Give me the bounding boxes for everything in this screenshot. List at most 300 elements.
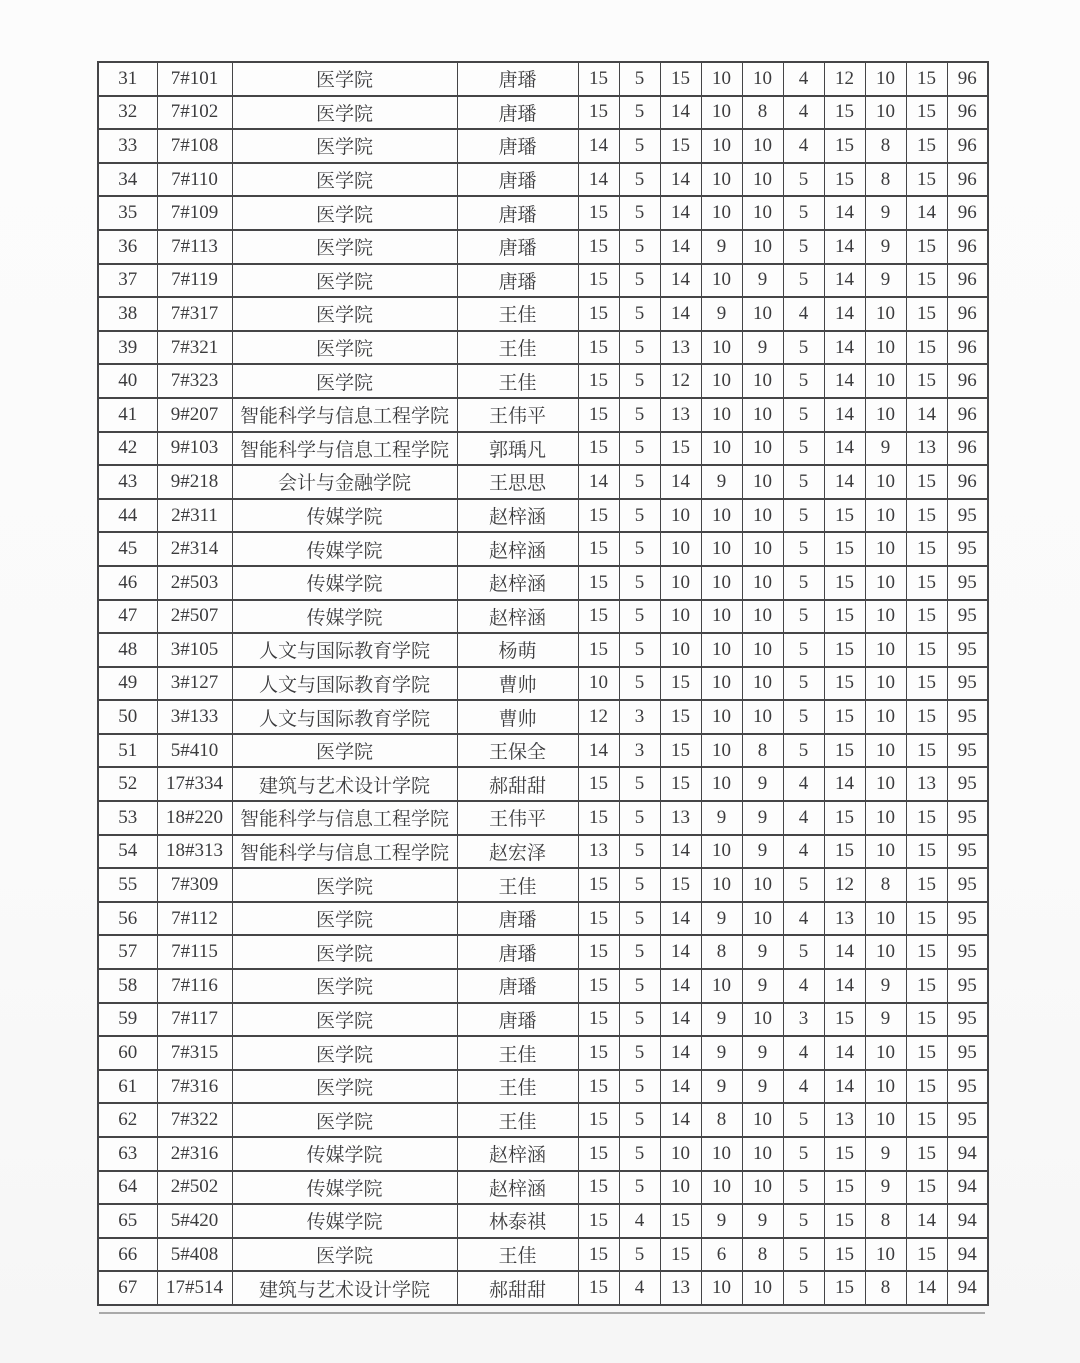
room-number-cell: 17#334 [157, 767, 232, 801]
score-cell: 10 [701, 566, 742, 600]
room-number-cell: 7#117 [157, 1003, 232, 1037]
college-cell: 医学院 [232, 331, 457, 365]
table-row [98, 902, 988, 936]
room-number-cell: 7#316 [157, 1070, 232, 1104]
score-cell: 15 [906, 331, 947, 365]
score-cell: 5 [619, 62, 660, 96]
score-cell: 10 [742, 432, 783, 466]
inspector-name-cell: 曹帅 [457, 700, 578, 734]
score-cell: 15 [824, 532, 865, 566]
score-cell: 5 [619, 96, 660, 130]
score-cell: 10 [742, 196, 783, 230]
table-row [98, 633, 988, 667]
score-cell: 10 [865, 398, 906, 432]
score-cell: 5 [619, 465, 660, 499]
score-cell: 15 [906, 566, 947, 600]
score-cell: 5 [619, 1003, 660, 1037]
college-cell: 智能科学与信息工程学院 [232, 835, 457, 869]
total-score-cell: 95 [947, 1036, 988, 1070]
score-cell: 5 [619, 364, 660, 398]
score-cell: 10 [701, 163, 742, 197]
inspector-name-cell: 杨萌 [457, 633, 578, 667]
score-cell: 15 [660, 1204, 701, 1238]
score-cell: 4 [783, 835, 824, 869]
score-cell: 10 [742, 566, 783, 600]
total-score-cell: 95 [947, 667, 988, 701]
room-number-cell: 7#315 [157, 1036, 232, 1070]
college-cell: 医学院 [232, 364, 457, 398]
inspector-name-cell: 王思思 [457, 465, 578, 499]
score-cell: 15 [906, 364, 947, 398]
score-cell: 10 [865, 96, 906, 130]
score-cell: 10 [701, 835, 742, 869]
score-cell: 15 [906, 801, 947, 835]
score-cell: 10 [865, 331, 906, 365]
score-cell: 10 [742, 902, 783, 936]
score-cell: 14 [660, 835, 701, 869]
room-number-cell: 2#311 [157, 499, 232, 533]
score-cell: 10 [701, 1137, 742, 1171]
table-row [98, 868, 988, 902]
score-cell: 5 [783, 1238, 824, 1272]
score-cell: 5 [619, 163, 660, 197]
row-number-cell: 43 [98, 465, 157, 499]
score-cell: 9 [865, 432, 906, 466]
table-row [98, 398, 988, 432]
score-cell: 13 [906, 767, 947, 801]
college-cell: 传媒学院 [232, 532, 457, 566]
score-cell: 5 [619, 1171, 660, 1205]
score-cell: 5 [783, 734, 824, 768]
total-score-cell: 95 [947, 1103, 988, 1137]
score-cell: 10 [865, 62, 906, 96]
score-cell: 10 [742, 1003, 783, 1037]
room-number-cell: 7#112 [157, 902, 232, 936]
total-score-cell: 96 [947, 432, 988, 466]
score-cell: 15 [660, 734, 701, 768]
total-score-cell: 95 [947, 868, 988, 902]
score-cell: 10 [865, 835, 906, 869]
score-cell: 10 [701, 398, 742, 432]
table-row [98, 835, 988, 869]
inspector-name-cell: 唐璠 [457, 1003, 578, 1037]
score-cell: 9 [865, 969, 906, 1003]
score-cell: 5 [783, 196, 824, 230]
score-cell: 4 [619, 1204, 660, 1238]
table-row [98, 1271, 988, 1305]
score-cell: 10 [701, 667, 742, 701]
score-cell: 10 [865, 1103, 906, 1137]
score-cell: 15 [578, 633, 619, 667]
row-number-cell: 31 [98, 62, 157, 96]
college-cell: 建筑与艺术设计学院 [232, 767, 457, 801]
score-cell: 10 [742, 868, 783, 902]
score-cell: 10 [865, 1070, 906, 1104]
college-cell: 医学院 [232, 1003, 457, 1037]
score-cell: 15 [906, 734, 947, 768]
score-cell: 10 [742, 398, 783, 432]
score-cell: 13 [824, 1103, 865, 1137]
score-cell: 10 [742, 667, 783, 701]
score-cell: 13 [660, 801, 701, 835]
score-cell: 14 [824, 264, 865, 298]
college-cell: 传媒学院 [232, 600, 457, 634]
score-cell: 15 [660, 667, 701, 701]
score-cell: 5 [783, 499, 824, 533]
score-cell: 5 [783, 398, 824, 432]
inspector-name-cell: 王佳 [457, 331, 578, 365]
score-cell: 5 [619, 1103, 660, 1137]
score-cell: 9 [742, 767, 783, 801]
row-number-cell: 34 [98, 163, 157, 197]
score-cell: 9 [701, 1070, 742, 1104]
score-cell: 9 [742, 969, 783, 1003]
college-cell: 医学院 [232, 264, 457, 298]
score-cell: 3 [619, 734, 660, 768]
score-cell: 15 [824, 700, 865, 734]
table-row [98, 264, 988, 298]
score-cell: 10 [865, 700, 906, 734]
score-cell: 15 [824, 734, 865, 768]
score-cell: 15 [578, 969, 619, 1003]
row-number-cell: 61 [98, 1070, 157, 1104]
room-number-cell: 2#502 [157, 1171, 232, 1205]
inspector-name-cell: 王佳 [457, 1238, 578, 1272]
total-score-cell: 94 [947, 1171, 988, 1205]
score-cell: 10 [701, 1171, 742, 1205]
score-cell: 14 [660, 902, 701, 936]
score-cell: 9 [865, 230, 906, 264]
college-cell: 医学院 [232, 196, 457, 230]
dorm-inspection-scores-table [97, 61, 989, 1306]
score-cell: 5 [783, 935, 824, 969]
room-number-cell: 7#109 [157, 196, 232, 230]
score-cell: 15 [578, 196, 619, 230]
score-cell: 15 [906, 1238, 947, 1272]
score-cell: 15 [824, 633, 865, 667]
score-cell: 12 [824, 868, 865, 902]
score-cell: 10 [865, 532, 906, 566]
score-cell: 9 [742, 801, 783, 835]
score-cell: 14 [824, 465, 865, 499]
score-cell: 15 [660, 868, 701, 902]
score-cell: 10 [701, 62, 742, 96]
score-cell: 10 [701, 96, 742, 130]
score-cell: 10 [660, 633, 701, 667]
score-cell: 15 [824, 1238, 865, 1272]
score-cell: 15 [824, 499, 865, 533]
score-cell: 15 [906, 499, 947, 533]
score-cell: 8 [742, 734, 783, 768]
score-cell: 8 [865, 163, 906, 197]
score-cell: 10 [742, 532, 783, 566]
score-cell: 5 [783, 163, 824, 197]
score-cell: 15 [906, 667, 947, 701]
score-cell: 9 [865, 1171, 906, 1205]
row-number-cell: 50 [98, 700, 157, 734]
inspector-name-cell: 唐璠 [457, 163, 578, 197]
room-number-cell: 3#105 [157, 633, 232, 667]
score-cell: 10 [701, 364, 742, 398]
score-cell: 14 [824, 196, 865, 230]
score-cell: 5 [619, 264, 660, 298]
row-number-cell: 47 [98, 600, 157, 634]
row-number-cell: 44 [98, 499, 157, 533]
inspector-name-cell: 赵梓涵 [457, 1137, 578, 1171]
score-cell: 5 [619, 331, 660, 365]
score-cell: 14 [906, 196, 947, 230]
row-number-cell: 32 [98, 96, 157, 130]
score-cell: 10 [701, 734, 742, 768]
inspector-name-cell: 赵梓涵 [457, 566, 578, 600]
table-row [98, 566, 988, 600]
score-cell: 15 [906, 835, 947, 869]
row-number-cell: 62 [98, 1103, 157, 1137]
score-cell: 5 [619, 935, 660, 969]
score-cell: 15 [578, 499, 619, 533]
college-cell: 人文与国际教育学院 [232, 700, 457, 734]
inspector-name-cell: 唐璠 [457, 196, 578, 230]
row-number-cell: 59 [98, 1003, 157, 1037]
score-cell: 15 [906, 1137, 947, 1171]
row-number-cell: 39 [98, 331, 157, 365]
table-row [98, 62, 988, 96]
table-row [98, 230, 988, 264]
score-cell: 15 [660, 767, 701, 801]
score-cell: 14 [824, 297, 865, 331]
score-cell: 9 [742, 1070, 783, 1104]
row-number-cell: 49 [98, 667, 157, 701]
score-cell: 10 [865, 364, 906, 398]
score-cell: 14 [824, 1036, 865, 1070]
college-cell: 智能科学与信息工程学院 [232, 432, 457, 466]
table-row [98, 364, 988, 398]
total-score-cell: 96 [947, 96, 988, 130]
score-cell: 15 [578, 1103, 619, 1137]
table-row [98, 1204, 988, 1238]
score-cell: 4 [783, 297, 824, 331]
score-cell: 15 [824, 1137, 865, 1171]
room-number-cell: 18#220 [157, 801, 232, 835]
row-number-cell: 52 [98, 767, 157, 801]
score-cell: 15 [578, 364, 619, 398]
score-cell: 15 [824, 600, 865, 634]
score-cell: 15 [578, 331, 619, 365]
score-cell: 15 [906, 129, 947, 163]
college-cell: 医学院 [232, 1238, 457, 1272]
score-cell: 10 [742, 700, 783, 734]
score-cell: 14 [824, 1070, 865, 1104]
score-cell: 5 [619, 835, 660, 869]
score-cell: 10 [701, 767, 742, 801]
inspector-name-cell: 唐璠 [457, 62, 578, 96]
score-cell: 15 [578, 398, 619, 432]
score-cell: 5 [619, 969, 660, 1003]
room-number-cell: 2#316 [157, 1137, 232, 1171]
score-cell: 10 [701, 499, 742, 533]
inspector-name-cell: 赵梓涵 [457, 1171, 578, 1205]
room-number-cell: 3#127 [157, 667, 232, 701]
room-number-cell: 2#507 [157, 600, 232, 634]
score-cell: 9 [742, 1204, 783, 1238]
score-cell: 5 [619, 1036, 660, 1070]
score-cell: 5 [619, 432, 660, 466]
score-cell: 15 [660, 432, 701, 466]
score-cell: 14 [660, 264, 701, 298]
score-cell: 15 [578, 935, 619, 969]
score-cell: 9 [701, 1204, 742, 1238]
score-cell: 15 [906, 532, 947, 566]
score-cell: 15 [578, 1271, 619, 1305]
score-cell: 10 [701, 1271, 742, 1305]
score-cell: 10 [742, 129, 783, 163]
score-cell: 15 [824, 129, 865, 163]
inspector-name-cell: 王佳 [457, 364, 578, 398]
total-score-cell: 96 [947, 398, 988, 432]
score-cell: 5 [783, 1271, 824, 1305]
inspector-name-cell: 林泰祺 [457, 1204, 578, 1238]
score-cell: 5 [783, 633, 824, 667]
table-row [98, 432, 988, 466]
score-cell: 5 [783, 465, 824, 499]
score-cell: 14 [824, 331, 865, 365]
score-cell: 15 [824, 835, 865, 869]
score-cell: 5 [783, 364, 824, 398]
college-cell: 医学院 [232, 1103, 457, 1137]
score-cell: 15 [578, 432, 619, 466]
table-row [98, 767, 988, 801]
score-cell: 14 [578, 465, 619, 499]
score-cell: 5 [619, 297, 660, 331]
table-row [98, 1036, 988, 1070]
score-cell: 10 [865, 734, 906, 768]
score-cell: 5 [783, 230, 824, 264]
score-cell: 9 [865, 264, 906, 298]
score-cell: 14 [824, 969, 865, 1003]
score-cell: 4 [783, 129, 824, 163]
table-row [98, 331, 988, 365]
college-cell: 传媒学院 [232, 1137, 457, 1171]
room-number-cell: 7#101 [157, 62, 232, 96]
score-cell: 10 [865, 297, 906, 331]
score-cell: 10 [578, 667, 619, 701]
score-cell: 10 [742, 1103, 783, 1137]
score-cell: 5 [783, 566, 824, 600]
score-cell: 15 [660, 700, 701, 734]
score-cell: 15 [906, 868, 947, 902]
score-cell: 15 [906, 264, 947, 298]
college-cell: 医学院 [232, 163, 457, 197]
score-cell: 6 [701, 1238, 742, 1272]
total-score-cell: 96 [947, 196, 988, 230]
total-score-cell: 95 [947, 566, 988, 600]
room-number-cell: 9#207 [157, 398, 232, 432]
score-cell: 15 [578, 230, 619, 264]
inspector-name-cell: 王佳 [457, 1036, 578, 1070]
inspector-name-cell: 王佳 [457, 868, 578, 902]
inspector-name-cell: 王佳 [457, 297, 578, 331]
score-cell: 5 [783, 432, 824, 466]
score-cell: 12 [824, 62, 865, 96]
inspector-name-cell: 赵宏泽 [457, 835, 578, 869]
inspector-name-cell: 王佳 [457, 1070, 578, 1104]
score-cell: 8 [865, 868, 906, 902]
score-cell: 10 [742, 499, 783, 533]
score-cell: 10 [742, 633, 783, 667]
inspector-name-cell: 郝甜甜 [457, 1271, 578, 1305]
total-score-cell: 95 [947, 801, 988, 835]
score-cell: 4 [619, 1271, 660, 1305]
score-cell: 15 [824, 801, 865, 835]
score-cell: 15 [906, 902, 947, 936]
row-number-cell: 42 [98, 432, 157, 466]
score-cell: 5 [619, 566, 660, 600]
score-cell: 13 [906, 432, 947, 466]
table-row [98, 667, 988, 701]
row-number-cell: 60 [98, 1036, 157, 1070]
score-cell: 14 [660, 1070, 701, 1104]
table-row [98, 600, 988, 634]
college-cell: 医学院 [232, 129, 457, 163]
inspector-name-cell: 唐璠 [457, 129, 578, 163]
total-score-cell: 95 [947, 902, 988, 936]
score-cell: 9 [701, 1003, 742, 1037]
score-cell: 9 [701, 297, 742, 331]
college-cell: 传媒学院 [232, 499, 457, 533]
score-cell: 15 [906, 62, 947, 96]
row-number-cell: 63 [98, 1137, 157, 1171]
score-cell: 9 [865, 1003, 906, 1037]
score-cell: 15 [660, 62, 701, 96]
inspector-name-cell: 唐璠 [457, 264, 578, 298]
score-cell: 10 [701, 331, 742, 365]
room-number-cell: 9#103 [157, 432, 232, 466]
total-score-cell: 95 [947, 767, 988, 801]
college-cell: 医学院 [232, 734, 457, 768]
college-cell: 医学院 [232, 969, 457, 1003]
college-cell: 建筑与艺术设计学院 [232, 1271, 457, 1305]
score-cell: 15 [824, 1003, 865, 1037]
college-cell: 智能科学与信息工程学院 [232, 398, 457, 432]
score-cell: 15 [906, 935, 947, 969]
score-cell: 15 [824, 566, 865, 600]
score-cell: 10 [742, 1137, 783, 1171]
score-cell: 10 [865, 1238, 906, 1272]
score-cell: 13 [660, 331, 701, 365]
inspector-name-cell: 赵梓涵 [457, 499, 578, 533]
college-cell: 传媒学院 [232, 1171, 457, 1205]
table-row [98, 734, 988, 768]
room-number-cell: 7#102 [157, 96, 232, 130]
room-number-cell: 5#408 [157, 1238, 232, 1272]
score-cell: 15 [906, 700, 947, 734]
row-number-cell: 48 [98, 633, 157, 667]
row-number-cell: 36 [98, 230, 157, 264]
score-cell: 5 [783, 667, 824, 701]
score-cell: 9 [742, 264, 783, 298]
score-cell: 10 [865, 600, 906, 634]
score-cell: 10 [660, 600, 701, 634]
score-cell: 10 [701, 196, 742, 230]
score-cell: 10 [701, 264, 742, 298]
college-cell: 传媒学院 [232, 1204, 457, 1238]
score-cell: 5 [783, 700, 824, 734]
score-cell: 3 [619, 700, 660, 734]
score-cell: 9 [701, 1036, 742, 1070]
college-cell: 人文与国际教育学院 [232, 667, 457, 701]
score-cell: 10 [865, 465, 906, 499]
total-score-cell: 95 [947, 734, 988, 768]
